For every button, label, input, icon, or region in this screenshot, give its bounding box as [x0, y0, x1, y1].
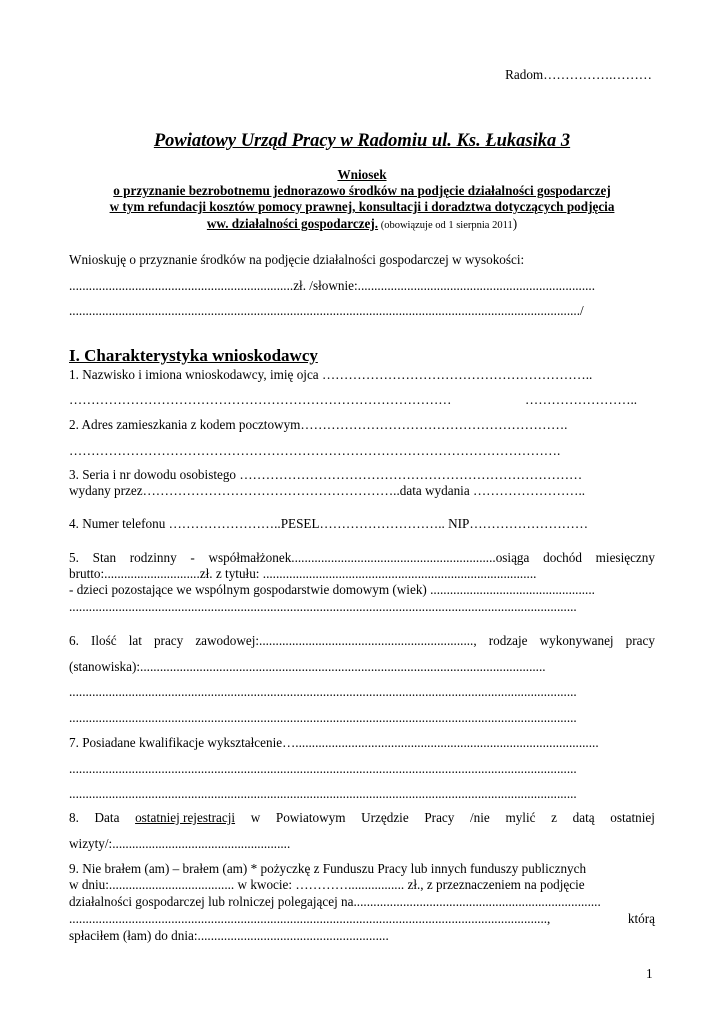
- request-line-3-text: ww. działalności gospodarczej.: [206, 216, 379, 231]
- page-number: 1: [646, 966, 653, 981]
- address-field-continuation[interactable]: ………………………………………………………………………………………………….: [69, 443, 561, 458]
- f8-part: Pracy: [424, 810, 455, 825]
- f8-part: ostatniej: [610, 810, 655, 825]
- f8-part: mylić: [505, 810, 536, 825]
- last-visit-field[interactable]: wizyty/:......................................................: [69, 836, 291, 851]
- f6-part: pracy: [153, 633, 184, 648]
- repayment-date-field[interactable]: spłaciłem (łam) do dnia:..........................................................: [69, 928, 389, 943]
- f6-part: pracy: [625, 633, 655, 648]
- loan-line-4-dots: .................................................................................................................................................,: [69, 911, 551, 926]
- loan-line-1: 9. Nie brałem (am) – brałem (am) * pożyczkę z Funduszu Pracy lub innych funduszy publicznych: [69, 861, 587, 876]
- f6-part: 6.: [69, 633, 79, 648]
- f5-part: -: [190, 550, 195, 565]
- f5-part: Stan: [92, 550, 117, 565]
- f5-part: 5.: [69, 550, 79, 565]
- address-field[interactable]: 2. Adres zamieszkania z kodem pocztowym…………………………………………………….: [69, 417, 568, 432]
- f6-part: zawodowej:.................................................................,: [195, 633, 477, 648]
- f8-part: Urzędzie: [361, 810, 409, 825]
- name-field[interactable]: 1. Nazwisko i imiona wnioskodawcy, imię ojca ……………………………………………………..: [69, 367, 593, 382]
- f8-part: Powiatowym: [275, 810, 346, 825]
- qualifications-field[interactable]: 7. Posiadane kwalifikacje wykształcenie…............................................................................................: [69, 735, 599, 750]
- f8-part: /nie: [470, 810, 490, 825]
- request-line-1: o przyznanie bezrobotnemu jednorazowo środków na podjęcie działalności gospodarczej: [113, 183, 611, 198]
- phone-pesel-nip-field[interactable]: 4. Numer telefonu ……………………..PESEL……………………….. NIP………………………: [69, 516, 589, 531]
- section-title: I. Charakterystyka wnioskodawcy: [69, 346, 318, 365]
- loan-line-3[interactable]: działalności gospodarczej lub rolniczej polegającej na...........................................................................: [69, 894, 601, 909]
- f6-part: Ilość: [90, 633, 117, 648]
- work-years-line[interactable]: [69, 633, 655, 649]
- amount-words-field[interactable]: .........................................................................................................................................................../: [69, 303, 584, 318]
- income-field[interactable]: brutto:.............................zł. z tytułu: ...................................................................................: [69, 566, 537, 581]
- place-date: Radom…………….………: [505, 67, 652, 82]
- family-extra-line[interactable]: ..........................................................................................................................................................: [69, 599, 577, 614]
- office-title: Powiatowy Urząd Pracy w Radomiu ul. Ks. Łukasika 3: [153, 131, 571, 151]
- f8-part: datą: [572, 810, 595, 825]
- loan-line-2[interactable]: w dniu:...................................... w kwocie: …………................. zł., z przeznaczeniem na podjęcie: [69, 877, 585, 892]
- id-card-field[interactable]: 3. Seria i nr dowodu osobistego ……………………………………………………………………: [69, 467, 583, 482]
- loan-line-4[interactable]: [69, 911, 655, 927]
- f6-part: wykonywanej: [539, 633, 614, 648]
- amount-field[interactable]: ....................................................................zł. /słownie:........................................................................: [69, 278, 596, 293]
- qualifications-line-1[interactable]: ..........................................................................................................................................................: [69, 761, 577, 776]
- f8-part: w: [250, 810, 261, 825]
- positions-line-1[interactable]: ..........................................................................................................................................................: [69, 684, 577, 699]
- f5-part: miesięczny: [595, 550, 655, 565]
- f6-part: rodzaje: [488, 633, 528, 648]
- request-line-2: w tym refundacji kosztów pomocy prawnej, konsultacji i doradztwa dotyczących podjęcia: [109, 199, 615, 214]
- name-field-continuation[interactable]: ……………………………………………………………………………: [69, 392, 452, 407]
- validity-note-close: ): [512, 216, 518, 231]
- registration-date-line: [69, 810, 655, 826]
- father-name-field[interactable]: ……………………..: [525, 392, 638, 407]
- qualifications-line-2[interactable]: ..........................................................................................................................................................: [69, 786, 577, 801]
- f8-part: 8.: [69, 810, 79, 825]
- f5-part: współmałżonek..............................................................osiąga: [208, 550, 530, 565]
- f5-part: dochód: [543, 550, 582, 565]
- request-line-3: [0, 216, 724, 234]
- positions-line-2[interactable]: ..........................................................................................................................................................: [69, 710, 577, 725]
- family-status-line[interactable]: [69, 550, 655, 566]
- f6-part: lat: [128, 633, 142, 648]
- id-issued-field[interactable]: wydany przez…………………………………………………..data wydania ……………………..: [69, 483, 586, 498]
- request-heading: Wniosek: [337, 167, 387, 182]
- f5-part: rodzinny: [129, 550, 177, 565]
- children-field[interactable]: - dzieci pozostające we wspólnym gospodarstwie domowym (wiek) ..................................................: [69, 582, 595, 597]
- f8-part: Data: [94, 810, 120, 825]
- positions-field[interactable]: (stanowiska):...........................................................................................................................: [69, 659, 546, 674]
- f8-part: ostatniej rejestracji: [135, 810, 236, 825]
- intro-text: Wnioskuję o przyznanie środków na podjęcie działalności gospodarczej w wysokości:: [69, 252, 525, 267]
- f8-part: z: [551, 810, 557, 825]
- loan-line-4-word: którą: [627, 911, 655, 926]
- validity-note: (obowiązuje od 1 sierpnia 2011: [378, 220, 513, 231]
